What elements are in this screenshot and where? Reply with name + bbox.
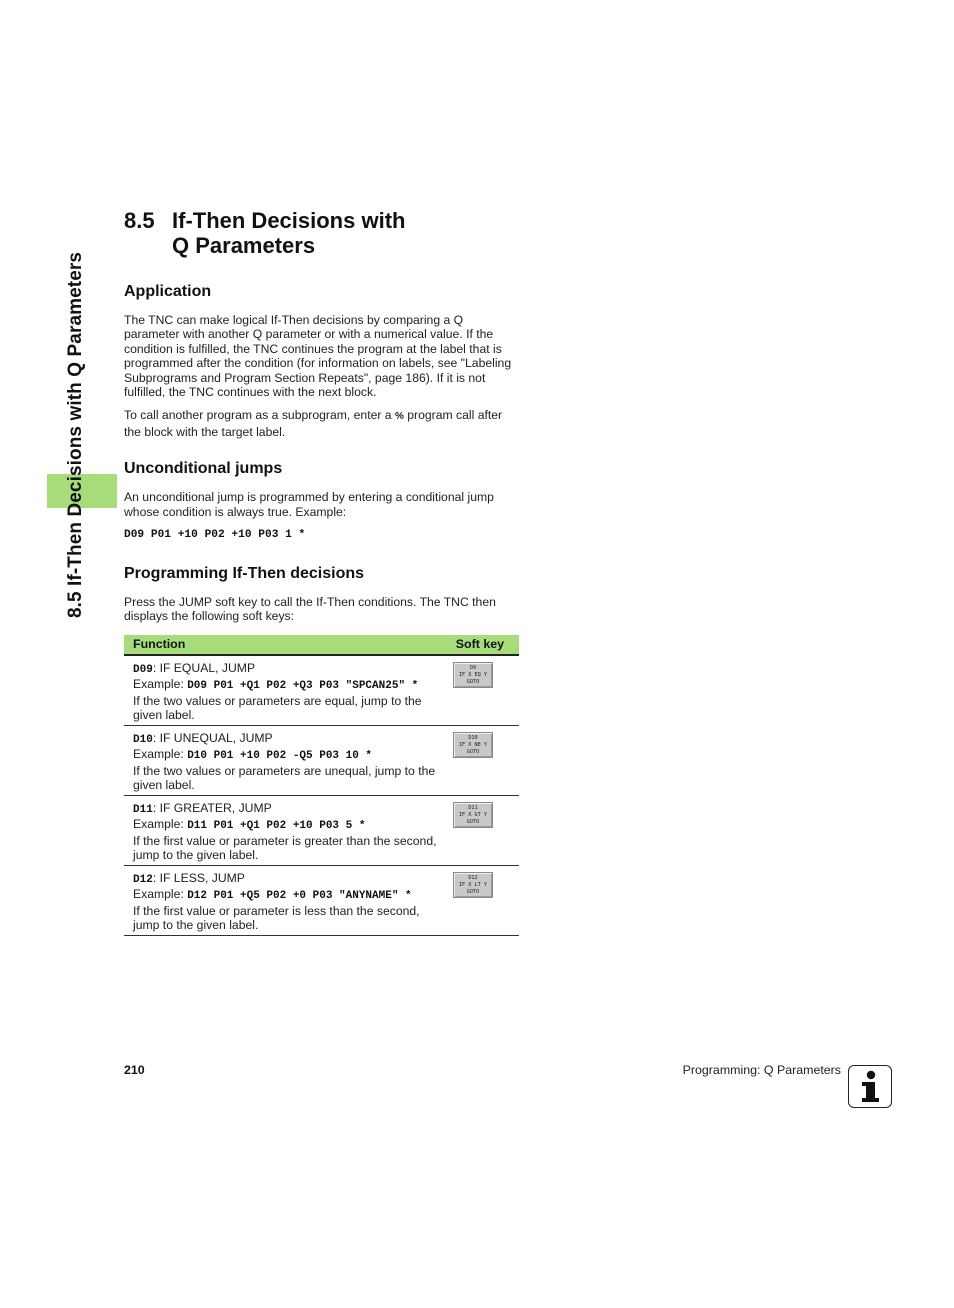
row-function-cell: D10: IF UNEQUAL, JUMP Example: D10 P01 +10 P02 -Q5 P03 10 * If the two values or parameters are unequal, jump to the given label. [133, 730, 436, 793]
footer-chapter-title: Programming: Q Parameters [682, 1063, 841, 1077]
unconditional-example-code: D09 P01 +10 P02 +10 P03 1 * [124, 529, 306, 542]
softkey-table [124, 635, 519, 936]
function-name: : IF GREATER, JUMP [152, 800, 272, 815]
function-description: If the two values or parameters are equal, jump to the given label. [133, 693, 422, 723]
page-number: 210 [124, 1063, 145, 1077]
row-function-cell: D11: IF GREATER, JUMP Example: D11 P01 +Q1 P02 +10 P03 5 * If the first value or parameter is greater than the second, jump to the given label. [133, 800, 437, 863]
section-title [124, 208, 519, 258]
softkey-if-greater[interactable]: D11 IF X GT Y GOTO [453, 802, 493, 828]
application-paragraph-1: The TNC can make logical If-Then decisions by comparing a Q parameter with another Q parameter or with a numerical value. If the condition is fulfilled, the TNC continues the program at the label that is programmed after the condition (for information on labels, see "Labeling Subprograms and Program Section Repeats", page 186). If it is not fulfilled, the TNC continues with the next block. [124, 313, 512, 400]
header-softkey: Soft key [455, 637, 504, 652]
function-code: D09 [133, 663, 153, 676]
function-name: : IF EQUAL, JUMP [152, 660, 256, 675]
info-icon [848, 1065, 892, 1108]
row-function-cell: D09: IF EQUAL, JUMP Example: D09 P01 +Q1 P02 +Q3 P03 "SPCAN25" * If the two values or parameters are equal, jump to the given label. [133, 660, 422, 723]
programming-paragraph: Press the JUMP soft key to call the If-Then conditions. The TNC then displays the following soft keys: [124, 595, 496, 624]
function-example: D09 P01 +Q1 P02 +Q3 P03 "SPCAN25" * [187, 680, 419, 693]
function-code: D12 [133, 873, 153, 886]
function-code: D10 [133, 733, 153, 746]
section-title-text: If-Then Decisions with Q Parameters [172, 208, 406, 258]
table-row [124, 796, 519, 866]
table-row [124, 656, 519, 726]
application-paragraph-2: To call another program as a subprogram, enter a % program call after the block with the target label. [124, 408, 503, 439]
programming-heading: Programming If-Then decisions [124, 565, 365, 583]
function-description: If the two values or parameters are unequal, jump to the given label. [133, 763, 436, 793]
softkey-if-unequal[interactable]: D10 IF X NE Y GOTO [453, 732, 493, 758]
function-description: If the first value or parameter is less than the second, jump to the given label. [133, 903, 420, 933]
main-content [124, 208, 519, 936]
percent-icon: % [394, 411, 404, 423]
function-example: D12 P01 +Q5 P02 +0 P03 "ANYNAME" * [187, 890, 412, 903]
softkey-if-less[interactable]: D12 IF X LT Y GOTO [453, 872, 493, 898]
unconditional-paragraph: An unconditional jump is programmed by entering a conditional jump whose condition is always true. Example: [124, 490, 494, 519]
function-example: D10 P01 +10 P02 -Q5 P03 10 * [187, 750, 373, 763]
row-function-cell: D12: IF LESS, JUMP Example: D12 P01 +Q5 P02 +0 P03 "ANYNAME" * If the first value or parameter is less than the second, jump to the given label. [133, 870, 420, 933]
function-code: D11 [133, 803, 153, 816]
unconditional-heading: Unconditional jumps [124, 460, 283, 478]
section-number: 8.5 [124, 208, 155, 233]
table-header [124, 635, 519, 656]
function-name: : IF UNEQUAL, JUMP [152, 730, 273, 745]
table-row [124, 866, 519, 936]
table-row [124, 726, 519, 796]
function-example: D11 P01 +Q1 P02 +10 P03 5 * [187, 820, 366, 833]
softkey-if-equal[interactable]: D9 IF X EQ Y GOTO [453, 662, 493, 688]
application-heading: Application [124, 283, 212, 300]
chapter-side-title: 8.5 If-Then Decisions with Q Parameters [65, 251, 86, 619]
header-function: Function [133, 637, 186, 652]
function-description: If the first value or parameter is greater than the second, jump to the given label. [133, 833, 437, 863]
function-name: : IF LESS, JUMP [152, 870, 245, 885]
